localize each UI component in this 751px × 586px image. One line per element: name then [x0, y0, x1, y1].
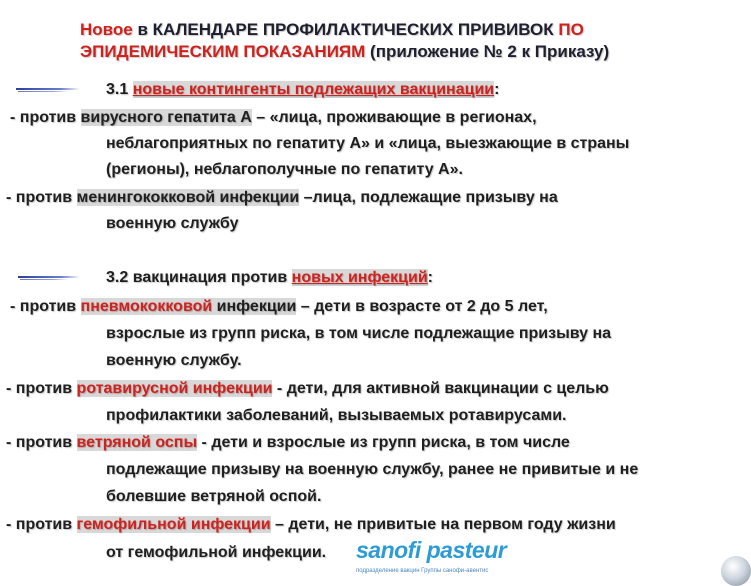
item-text: –лица, подлежащие призыву на [299, 189, 558, 206]
item-prefix: - против [6, 516, 77, 533]
section-1-divider [16, 88, 80, 90]
item-prefix: - против [10, 109, 81, 126]
title-po-word: ПО [558, 20, 584, 39]
item-text: – «лица, проживающие в регионах, [251, 109, 537, 126]
s1-item-1-cont-2: (регионы), неблагополучные по гепатиту А». [106, 161, 463, 178]
page-title-line-2 [80, 42, 609, 62]
s2-item-3-cont-2: болевшие ветряной оспой. [106, 488, 322, 505]
item-prefix: - против [6, 189, 77, 206]
item-prefix: - против [6, 380, 77, 397]
item-prefix: - против [6, 434, 77, 451]
title-epidemic-words: ЭПИДЕМИЧЕСКИМ ПОКАЗАНИЯМ [80, 42, 366, 61]
disease-name: пневмококковой [80, 298, 213, 315]
section-1-colon: : [494, 81, 500, 98]
section-1-divider-shadow [18, 91, 68, 92]
item-text: – дети в возрасте от 2 до 5 лет, [296, 298, 548, 315]
s2-item-4-cont-1: от гемофильной инфекции. [106, 544, 327, 561]
item-prefix: - против [10, 298, 81, 315]
disease-name: гемофильной инфекции [76, 516, 271, 533]
section-2-heading [106, 268, 433, 288]
disease-name: ветряной оспы [76, 434, 198, 451]
s2-item-3-cont-1: подлежащие призыву на военную службу, ранее не привитые и не [106, 461, 639, 478]
s2-item-2-cont-1: профилактики заболеваний, вызываемых ротавирусами. [106, 407, 567, 424]
sanofi-pasteur-logo [356, 538, 536, 578]
disease-name-2: инфекции [212, 298, 297, 315]
globe-decoration-icon [721, 556, 751, 586]
logo-wordmark: sanofi pasteur [356, 537, 507, 563]
section-2-divider-shadow [20, 279, 68, 280]
item-text: - дети, для активной вакцинации с целью [272, 380, 609, 397]
s1-item-2 [6, 188, 558, 208]
s2-item-1-cont-2: военную службу. [106, 352, 242, 369]
item-text: – дети, не привитые на первом году жизни [270, 516, 616, 533]
s2-item-1-cont-1: взрослые из групп риска, в том числе подлежащие призыву на [106, 325, 612, 342]
disease-name: менингококковой инфекции [76, 189, 300, 206]
item-text: - дети и взрослые из групп риска, в том числе [197, 434, 570, 451]
section-1-number: 3.1 [106, 81, 133, 98]
section-1-title: новые контингенты подлежащих вакцинации [132, 81, 495, 98]
page-title-line-1 [80, 20, 584, 40]
section-2-title: новых инфекций [291, 269, 428, 286]
section-2-colon: : [427, 269, 433, 286]
title-new-word: Новое [80, 20, 133, 39]
disease-name: ротавирусной инфекции [76, 380, 273, 397]
s2-item-3 [6, 433, 570, 453]
section-2-divider [18, 276, 80, 278]
disease-name: вирусного гепатита А [80, 109, 252, 126]
s2-item-1 [10, 297, 548, 317]
s2-item-4 [6, 515, 616, 535]
s1-item-1 [10, 108, 537, 128]
title-calendar-text: в КАЛЕНДАРЕ ПРОФИЛАКТИЧЕСКИХ ПРИВИВОК [132, 20, 559, 39]
s1-item-1-cont-1: неблагоприятных по гепатиту А» и «лица, выезжающие в страны [106, 135, 630, 152]
s2-item-2 [6, 379, 609, 399]
section-2-number: 3.2 вакцинация против [106, 269, 292, 286]
title-appendix-text: (приложение № 2 к Приказу) [365, 42, 610, 61]
s1-item-2-cont-1: военную службу [106, 215, 239, 232]
logo-subtitle: подразделение вакцин Группы санофи-авентис [356, 568, 489, 574]
section-1-heading [106, 80, 499, 100]
